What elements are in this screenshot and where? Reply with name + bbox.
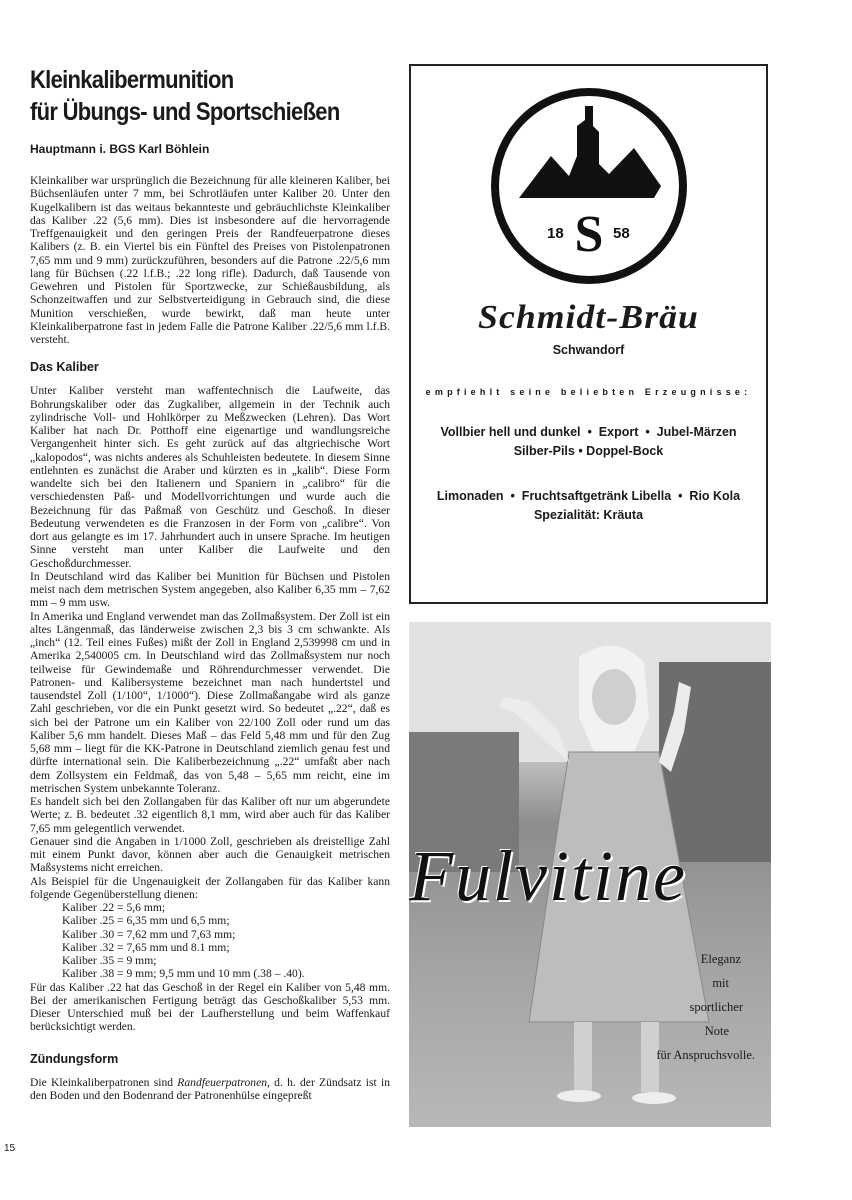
fashion-brand-logo: Fulvitine: [409, 836, 687, 916]
intro-paragraph: Kleinkaliber war ursprünglich die Bezeichnung für alle kleineren Kaliber, bei Büchsenläufen unter 7 mm, bei Schrotläufen unter Kaliber 20. Unter den Kugelkalibern ist das weitaus bekannteste und gebräuchlichste Kleinkaliber das Kaliber .22 (5,6 mm). Dies ist insbesondere auf die hervorragende Treffgenauigkeit und den geringen Preis der Randfeuerpatrone dieses Kalibers (z. B. ein Viertel bis ein Fünftel des Preises von Pistolenpatronen 7,65 mm und 9 mm) zurückzuführen, besonders auf die Patrone .22/5,6 mm lang für Büchsen (.22 l.f.B.; .22 long rifle). Dadurch, daß Tausende von Gewehren und Pistolen für Sportzwecke, zur Schießausbildung, als Schonzeitwaffen und zur Selbstverteidigung in Gebrauch sind, die diese Munition verschießen, wurde bewirkt, daß man heute unter Kleinkaliberpatrone fast in jedem Falle die Patrone Kaliber .22/5,6 mm l.f.B. versteht.: [30, 174, 390, 346]
title-line-2: für Übungs- und Sportschießen: [30, 98, 340, 126]
caliber-item: Kaliber .30 = 7,62 mm und 7,63 mm;: [62, 927, 236, 941]
slogan-line: für Anspruchsvolle.: [656, 1048, 755, 1062]
author-byline: Hauptmann i. BGS Karl Böhlein: [30, 142, 210, 156]
fashion-slogan: [656, 947, 755, 1067]
caliber-item: Kaliber .38 = 9 mm; 9,5 mm und 10 mm (.38 – .40).: [62, 967, 305, 981]
page-number: 15: [4, 1143, 16, 1154]
body-paragraph: Unter Kaliber versteht man waffentechnisch die Laufweite, das Bohrungskaliber oder das Zugkaliber, allgemein in der Technik auch zylindrische Voll- und Hohlkörper zu Meßzwecken (Lehren). Das Wort Kaliber hat nach Dr. Potthoff eine eigenartige und wandlungsreiche Vergangenheit hinter sich. Es geht zurück auf das altgriechische Wort „kalopodos“, was nichts anderes als Schuhleisten bedeutete. In diesem Sinne entlehnten es zunächst die Araber und kürzten es in „kalib“. Diese Form wandelte sich bei den Italienern und Spaniern in „calibro“ für die verschiedensten Paß- und Modellvorrichtungen und wurde auch die Bezeichnung für das Paßmaß von Geschütz und Geschoß. In dieser Bedeutung verwendeten es die Franzosen in der Form von „calibre“. Von dort aus gelangte es im 17. Jahrhundert auch in unsere Sprache. Im heutigen Sinne versteht man unter Kaliber die Laufweite und den Geschoßdurchmesser.: [30, 384, 390, 570]
caliber-list: [30, 901, 390, 981]
body-paragraph: In Amerika und England verwendet man das Zollmaßsystem. Der Zoll ist ein altes Längenmaß, das länderweise zwischen 2,3 bis 3 cm schwankte. Als „inch“ (12. Teil eines Fußes) mißt der Zoll in England 2,539998 cm und in Amerika 2,540005 cm. In Deutschland wird das Zollmaßsystem nur noch teilweise für Gewindemaße und Röhrendurchmesser verwendet. Die Patronen- und Kalibersysteme bezeichnet man nach hundertstel und tausendstel Zoll (1/100“, 1/1000“). Diese Zollmaßangabe wird als ganze Zahl geschrieben, vor die ein Punkt gesetzt wird. So bedeutet „.22“, daß es sich bei der Patrone um ein Kaliber von 22/100 Zoll oder rund um das Kaliber 5,6 mm handelt. Dieses Maß – das Feld 5,48 mm und für den Zug 5,68 mm – liegt für die KK-Patrone in Deutschland ziemlich genau fest und dürfte international sein. Die Kaliberbezeichnung „.22“ umfaßt aber nach dem Zollsystem ein Feldmaß, das von 5,48 – 5,65 mm reicht, eine im metrischen System unbekannte Toleranz.: [30, 609, 390, 795]
article: [30, 64, 390, 1102]
caliber-item: Kaliber .32 = 7,65 mm und 8.1 mm;: [62, 940, 230, 954]
text-run: Die Kleinkaliberpatronen sind: [30, 1075, 178, 1089]
slogan-line: sportlicher: [689, 1000, 743, 1014]
logo-year-left: 18: [546, 225, 564, 242]
logo-year-right: 58: [612, 225, 630, 242]
beer-products-line: Silber-Pils • Doppel-Bock: [513, 444, 664, 458]
brewery-brand-name: Schmidt-Bräu: [478, 299, 699, 336]
text-run: d. h. der Zündsatz ist in den Boden und den Bodenrand der Patronenhülse eingepreßt: [30, 1075, 390, 1102]
section-heading-kaliber: Das Kaliber: [30, 360, 99, 375]
article-title: [30, 64, 347, 128]
logo-letter: S: [574, 206, 603, 263]
caliber-item: Kaliber .35 = 9 mm;: [62, 954, 157, 967]
slogan-line: Note: [704, 1024, 729, 1038]
castle-silhouette-icon: [519, 106, 661, 198]
specialty-line: Spezialität: Kräuta: [533, 508, 644, 522]
brewery-logo: [489, 86, 689, 286]
slogan-line: Eleganz: [700, 952, 741, 966]
beer-products-line: Vollbier hell und dunkel • Export • Jubel-Märzen: [440, 425, 737, 439]
fashion-advertisement: [409, 622, 771, 1127]
brewery-city: Schwandorf: [552, 343, 625, 357]
brewery-tagline: empfiehlt seine beliebten Erzeugnisse:: [425, 387, 752, 397]
italic-term: Randfeuerpatronen,: [177, 1075, 270, 1089]
body-paragraph: Für das Kaliber .22 hat das Geschoß in der Regel ein Kaliber von 5,48 mm. Bei der amerikanischen Fertigung beträgt das Geschoßkaliber 5,53 mm. Dieser Unterschied muß bei der Laufherstellung und beim Waffenkauf berücksichtigt werden.: [30, 980, 390, 1034]
soft-drinks-line: Limonaden • Fruchtsaftgetränk Libella • Rio Kola: [436, 489, 741, 503]
body-paragraph: Genauer sind die Angaben in 1/1000 Zoll, geschrieben als dreistellige Zahl mit einem Punkt davor, können aber auch die Genauigkeit metrischen Maßsystems nicht erreichen.: [30, 834, 390, 875]
body-paragraph: Es handelt sich bei den Zollangaben für das Kaliber oft nur um abgerundete Werte; z. B. bedeutet .32 eigentlich 8,1 mm, wird aber auch für das Kaliber 7,65 mm gelegentlich verwendet.: [30, 795, 390, 835]
body-paragraph: In Deutschland wird das Kaliber bei Munition für Büchsen und Pistolen meist nach dem metrischen System angegeben, also Kaliber 6,35 mm – 7,62 mm – 9 mm usw.: [30, 569, 390, 610]
body-paragraph: [30, 1076, 390, 1103]
slogan-line: mit: [712, 976, 729, 990]
caliber-item: Kaliber .22 = 5,6 mm;: [62, 901, 166, 914]
caliber-item: Kaliber .25 = 6,35 mm und 6,5 mm;: [62, 914, 230, 928]
brewery-advertisement: [409, 64, 768, 604]
section-heading-zuendungsform: Zündungsform: [30, 1051, 119, 1066]
title-line-1: Kleinkalibermunition: [30, 66, 234, 94]
body-paragraph: Als Beispiel für die Ungenauigkeit der Zollangaben für das Kaliber kann folgende Gegenüberstellung dienen:: [30, 874, 390, 901]
